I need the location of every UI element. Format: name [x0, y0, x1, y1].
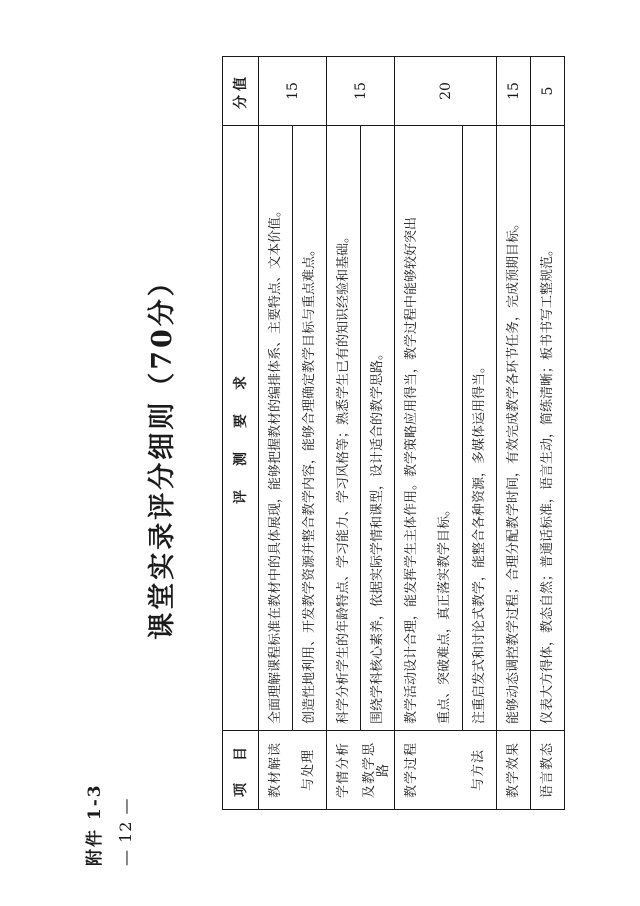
- table-row: [395, 57, 429, 810]
- requirement-cell: 注重启发式和讨论式教学，能整合各种资源，多媒体运用得当。: [463, 126, 497, 731]
- item-cell: 语言教态: [531, 731, 565, 810]
- page-title: 课堂实录评分细则（70分）: [147, 266, 178, 640]
- requirement-cell: 全面理解课程标准在教材中的具体展现，能够把握教材的编排体系、主要特点、文本价值。: [259, 126, 293, 731]
- score-cell: 15: [497, 57, 531, 126]
- score-cell: 15: [327, 57, 395, 126]
- table-row: [463, 57, 497, 810]
- attachment-label: 附件 1-3: [85, 783, 105, 866]
- header-score: 分值: [223, 57, 259, 126]
- table-row: [497, 57, 531, 810]
- requirement-cell: 重点、突破难点，真正落实教学目标。: [429, 126, 463, 731]
- item-cell: 教学过程: [395, 731, 429, 810]
- page-number: — 12 —: [116, 797, 135, 866]
- requirement-cell: 围绕学科核心素养，依据实际学情和课型，设计适合的教学思路。: [361, 126, 395, 731]
- scoring-table: [222, 56, 565, 810]
- table-row: [259, 57, 293, 810]
- score-cell: 15: [259, 57, 327, 126]
- requirement-cell: 创造性地利用、开发教学资源并整合教学内容，能够合理确定教学目标与重点难点。: [293, 126, 327, 731]
- item-cell: 与方法: [463, 731, 497, 810]
- item-cell: 与处理: [293, 731, 327, 810]
- requirement-cell: 仪表大方得体，教态自然；普通话标准，语言生动，简练清晰；板书书写工整规范。: [531, 126, 565, 731]
- header-requirements: 评测要求: [223, 126, 259, 731]
- item-cell: 教学效果: [497, 731, 531, 810]
- item-cell: [429, 731, 463, 810]
- item-cell: 学情分析: [327, 731, 361, 810]
- item-cell: 教材解读: [259, 731, 293, 810]
- table-header-row: [223, 57, 259, 810]
- table-row: [531, 57, 565, 810]
- table-row: [361, 57, 395, 810]
- requirement-cell: 教学活动设计合理，能发挥学生主体作用。教学策略应用得当，教学过程中能够较好突出: [395, 126, 429, 731]
- score-cell: 20: [395, 57, 497, 126]
- table-row: [429, 57, 463, 810]
- requirement-cell: 科学分析学生的年龄特点、学习能力、学习风格等；熟悉学生已有的知识经验和基础。: [327, 126, 361, 731]
- item-cell: 及教学思路: [361, 731, 395, 810]
- table-row: [327, 57, 361, 810]
- requirement-cell: 能够动态调控教学过程；合理分配教学时间，有效完成教学各环节任务，完成预期目标。: [497, 126, 531, 731]
- score-cell: 5: [531, 57, 565, 126]
- table-row: [293, 57, 327, 810]
- header-item: 项 目: [223, 731, 259, 810]
